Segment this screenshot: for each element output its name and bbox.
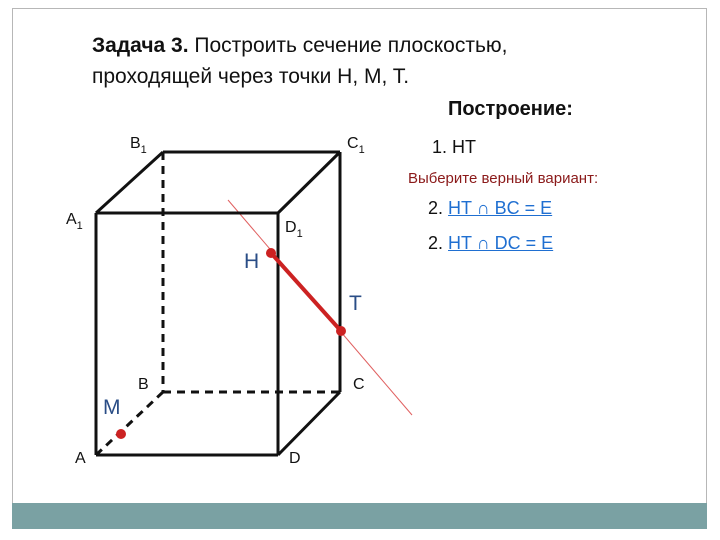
point-m bbox=[116, 429, 126, 439]
construction-step-1: 1. HT bbox=[432, 137, 477, 157]
task-number: Задача 3. bbox=[92, 34, 189, 57]
answer-option-2-link[interactable]: HT ∩ DC = E bbox=[448, 233, 554, 253]
answer-option-1-link[interactable]: HT ∩ BC = E bbox=[448, 198, 553, 218]
choose-variant-prompt: Выберите верный вариант: bbox=[408, 170, 599, 187]
answer-option-1-number: 2. bbox=[428, 198, 444, 218]
label-d: D bbox=[289, 450, 301, 467]
label-d1: $D_1$ bbox=[285, 219, 303, 240]
point-h bbox=[266, 248, 276, 258]
label-b: B bbox=[138, 376, 149, 393]
label-c1: $C_1$ bbox=[347, 135, 365, 156]
answer-option-2-number: 2. bbox=[428, 233, 444, 253]
edge-d1-c1 bbox=[278, 152, 340, 213]
edge-a1-b1 bbox=[96, 152, 163, 213]
construction-heading: Построение: bbox=[448, 98, 573, 120]
point-t bbox=[336, 326, 346, 336]
label-c: C bbox=[353, 376, 365, 393]
task-title-line1: Построить сечение плоскостью, bbox=[188, 34, 508, 57]
label-m: M bbox=[103, 396, 121, 419]
edge-d-c bbox=[278, 392, 340, 455]
label-t: T bbox=[349, 292, 362, 315]
label-h: H bbox=[244, 250, 260, 273]
segment-ht bbox=[271, 253, 341, 331]
label-b1: $B_1$ bbox=[130, 135, 147, 156]
label-a1: $A_1$ bbox=[66, 211, 83, 232]
label-a: A bbox=[75, 450, 86, 467]
task-title-line2: проходящей через точки H, M, T. bbox=[92, 65, 410, 88]
